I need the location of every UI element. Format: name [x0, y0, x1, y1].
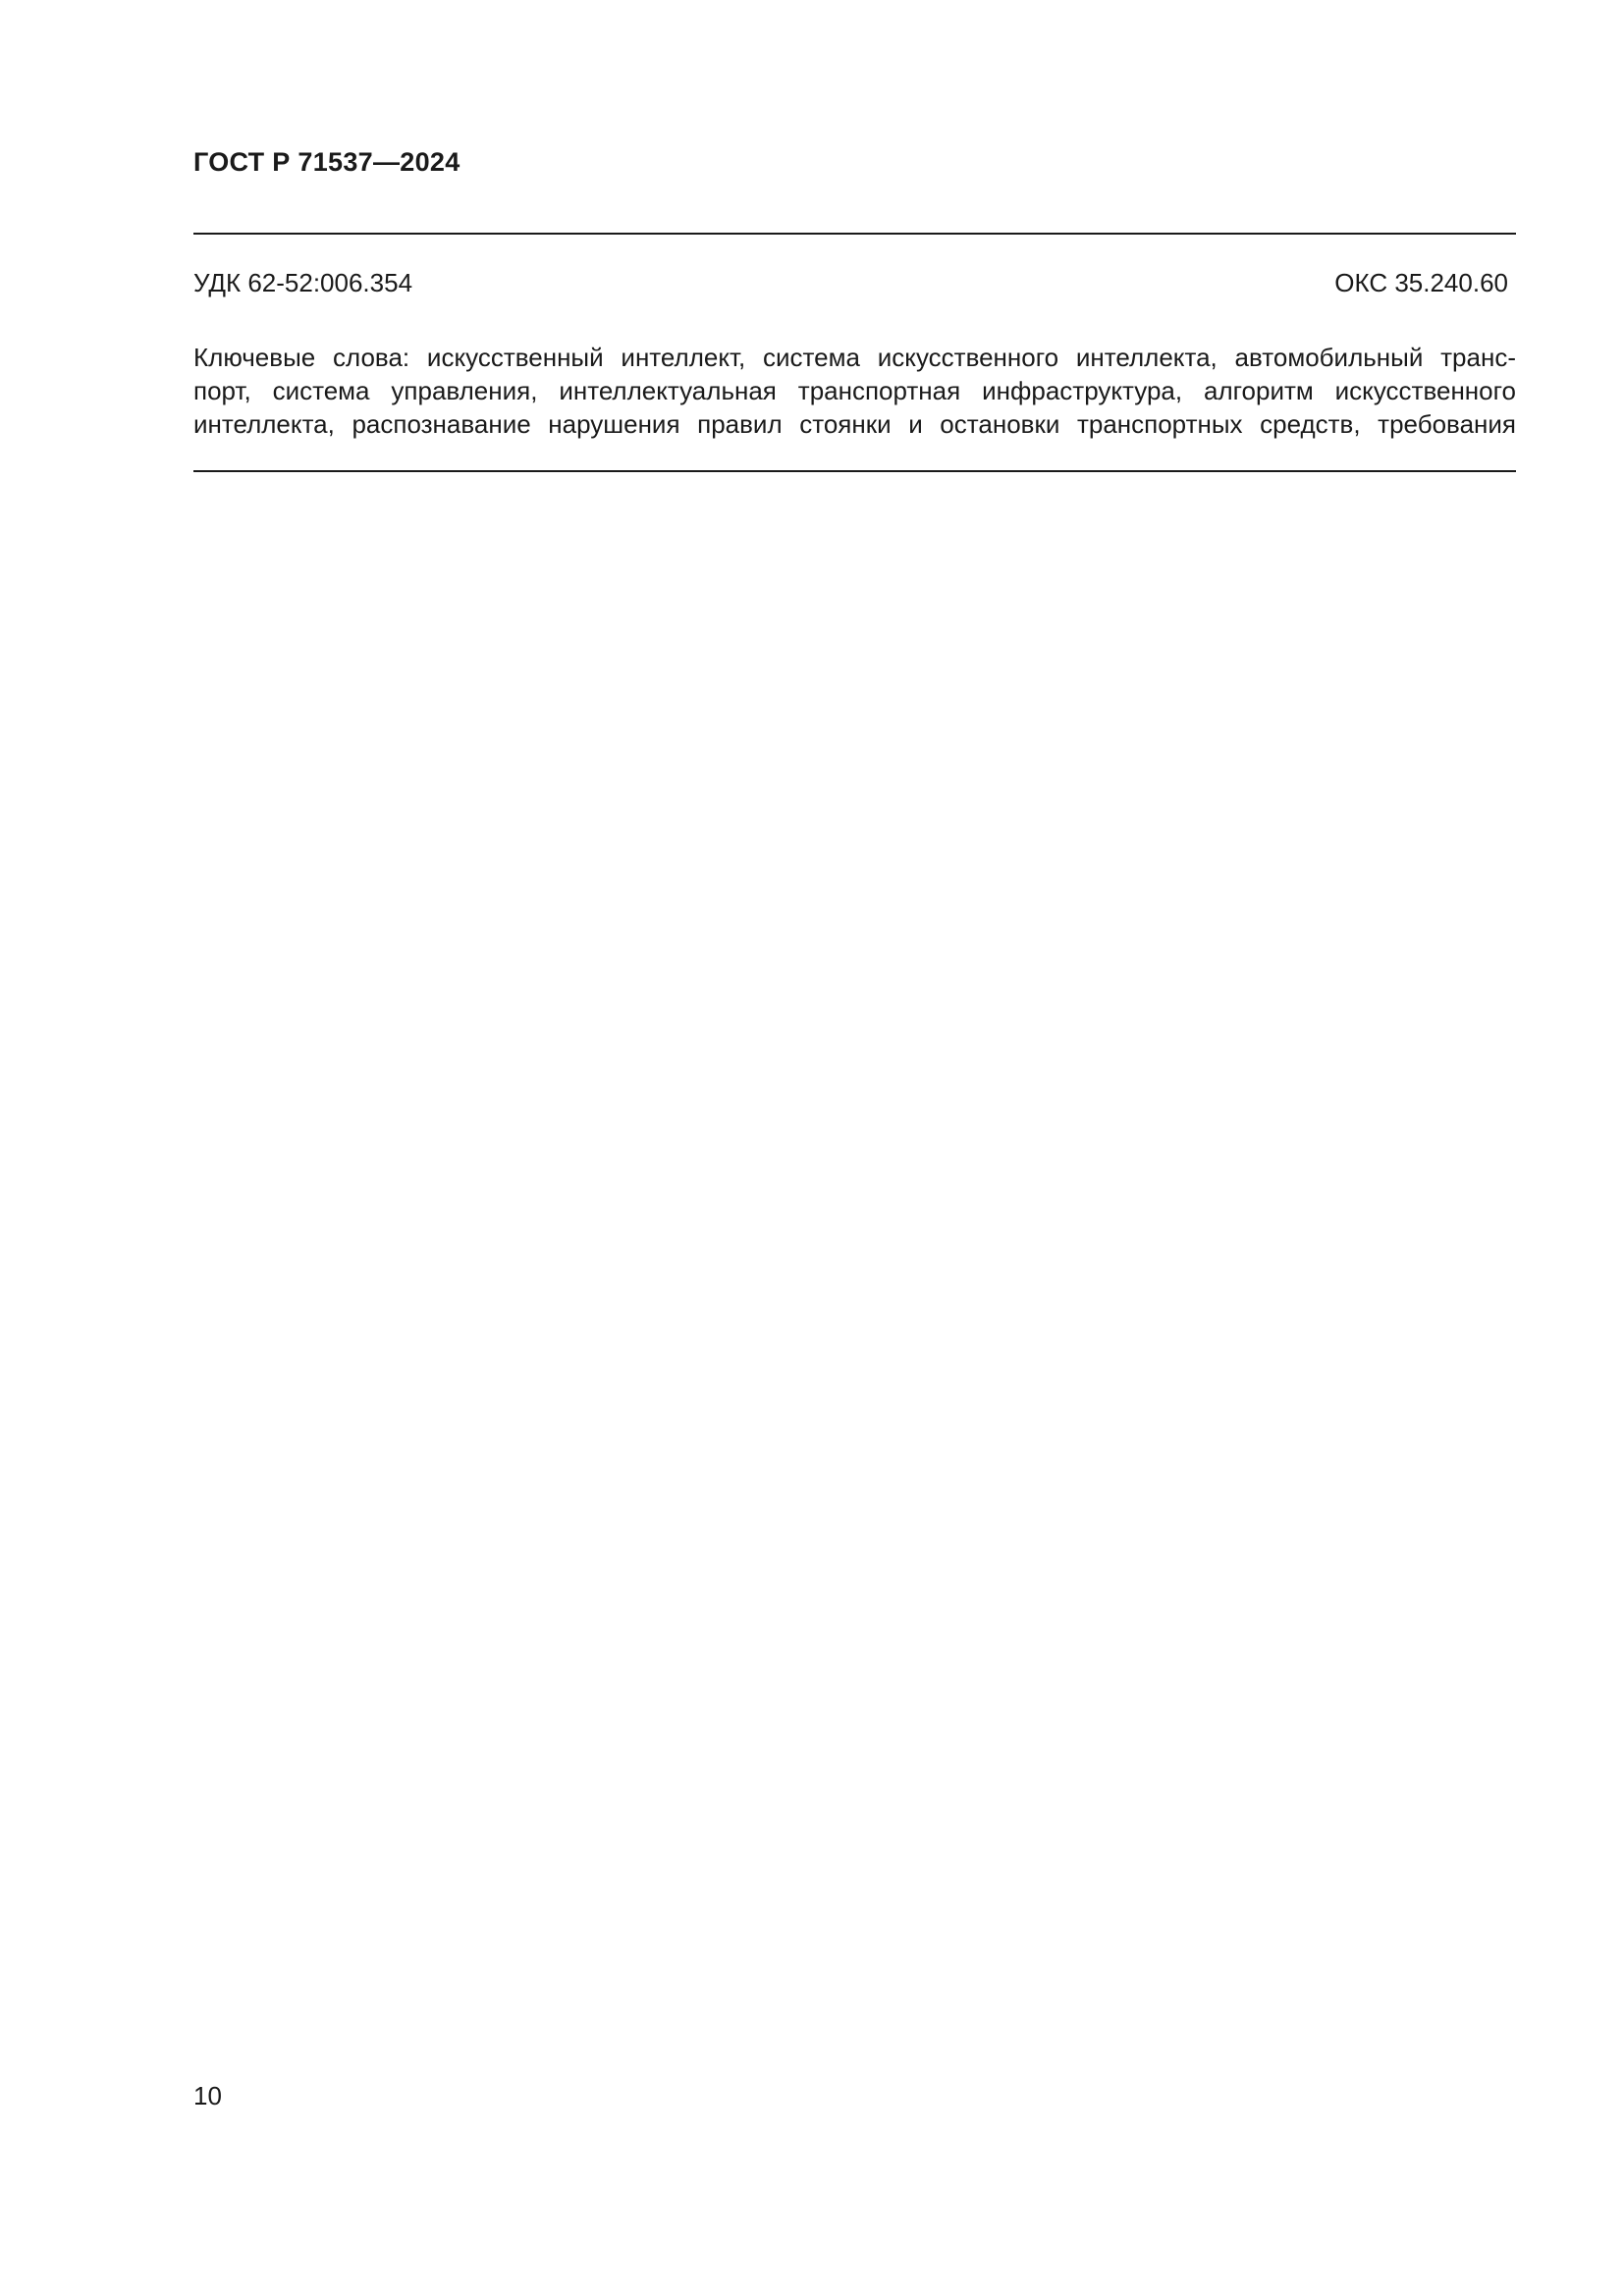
- keywords-line: Ключевые слова: искусственный интеллект, система искусственного интеллекта, автомобильный транс-: [193, 343, 1516, 372]
- keywords-line: интеллекта, распознавание нарушения правил стоянки и остановки транспортных средств, требования: [193, 409, 1516, 439]
- oks-code: ОКС 35.240.60: [1334, 268, 1508, 297]
- classification-row: [193, 268, 1508, 298]
- top-divider: [193, 233, 1516, 235]
- document-header-standard-id: ГОСТ Р 71537—2024: [193, 147, 460, 177]
- keywords-paragraph: [193, 341, 1516, 441]
- keywords-line: порт, система управления, интеллектуальная транспортная инфраструктура, алгоритм искусственного: [193, 376, 1516, 405]
- udc-code: УДК 62-52:006.354: [193, 268, 413, 297]
- bottom-divider: [193, 470, 1516, 472]
- page-number: 10: [193, 2081, 222, 2110]
